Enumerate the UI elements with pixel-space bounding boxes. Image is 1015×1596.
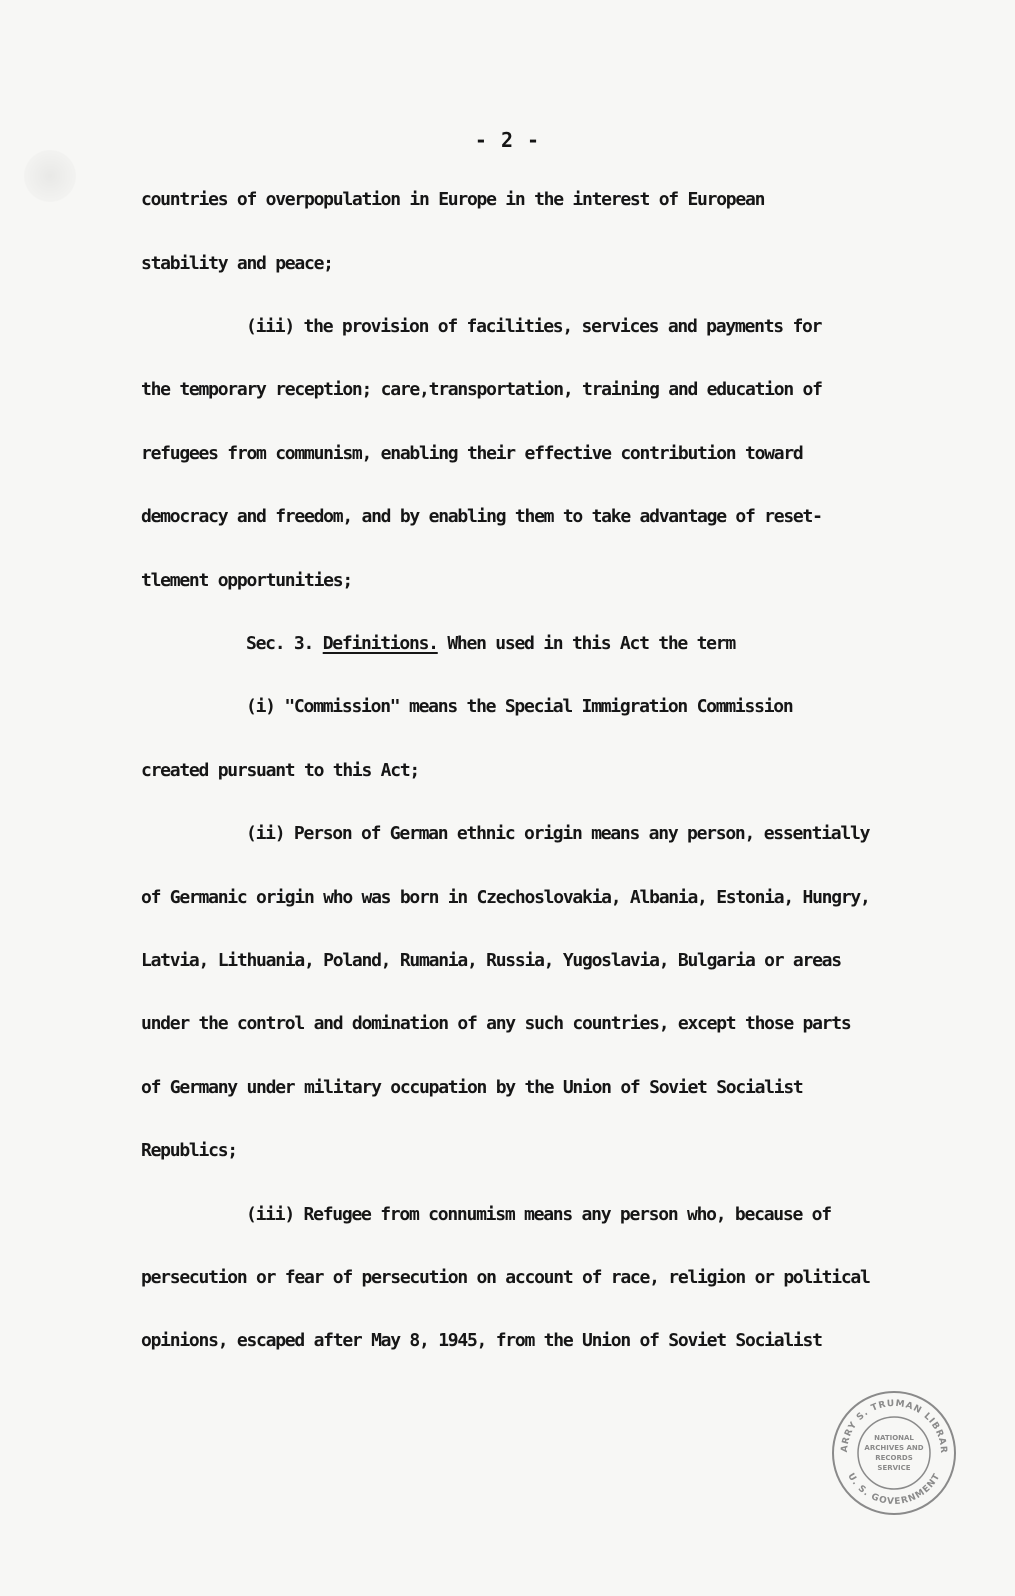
text-line: under the control and domination of any such countries, except those parts (141, 1013, 851, 1034)
text-line: (iii) Refugee from connumism means any person who, because of (246, 1204, 831, 1225)
page-smudge (24, 150, 76, 202)
page-number: - 2 - (474, 128, 541, 152)
section-number: Sec. 3. (246, 633, 323, 654)
text-line: created pursuant to this Act; (141, 760, 420, 781)
stamp-center-2: ARCHIVES AND (864, 1444, 924, 1452)
library-stamp (829, 1388, 959, 1518)
text-line: opinions, escaped after May 8, 1945, from the Union of Soviet Socialist (141, 1330, 822, 1351)
text-line: democracy and freedom, and by enabling them to take advantage of reset- (141, 506, 822, 527)
text-line: Latvia, Lithuania, Poland, Rumania, Russia, Yugoslavia, Bulgaria or areas (141, 950, 841, 971)
text-line: tlement opportunities; (141, 570, 352, 591)
text-line: refugees from communism, enabling their effective contribution toward (141, 443, 803, 464)
text-line: of Germanic origin who was born in Czechoslovakia, Albania, Estonia, Hungry, (141, 887, 870, 908)
section-title: Definitions. (322, 633, 438, 654)
stamp-center-4: SERVICE (877, 1464, 911, 1472)
text-line: Republics; (141, 1140, 237, 1161)
section-intro: When used in this Act the term (437, 633, 735, 654)
text-line: stability and peace; (141, 253, 333, 274)
text-line: the temporary reception; care,transportation, training and education of (141, 379, 822, 400)
stamp-text-bottom: U. S. GOVERNMENT (845, 1471, 943, 1508)
text-line: of Germany under military occupation by the Union of Soviet Socialist (141, 1077, 803, 1098)
section-heading-line (246, 632, 735, 656)
stamp-center-1: NATIONAL (874, 1434, 914, 1442)
stamp-text-top: ARRY S. TRUMAN LIBRAR (839, 1398, 949, 1454)
text-line: (i) "Commission" means the Special Immigration Commission (246, 696, 793, 717)
stamp-seal-icon (829, 1388, 959, 1518)
text-line: (iii) the provision of facilities, services and payments for (246, 316, 822, 337)
text-line: persecution or fear of persecution on account of race, religion or political (141, 1267, 870, 1288)
text-line: (ii) Person of German ethnic origin means any person, essentially (246, 823, 870, 844)
stamp-center-3: RECORDS (875, 1454, 913, 1462)
text-line: countries of overpopulation in Europe in the interest of European (141, 189, 765, 210)
